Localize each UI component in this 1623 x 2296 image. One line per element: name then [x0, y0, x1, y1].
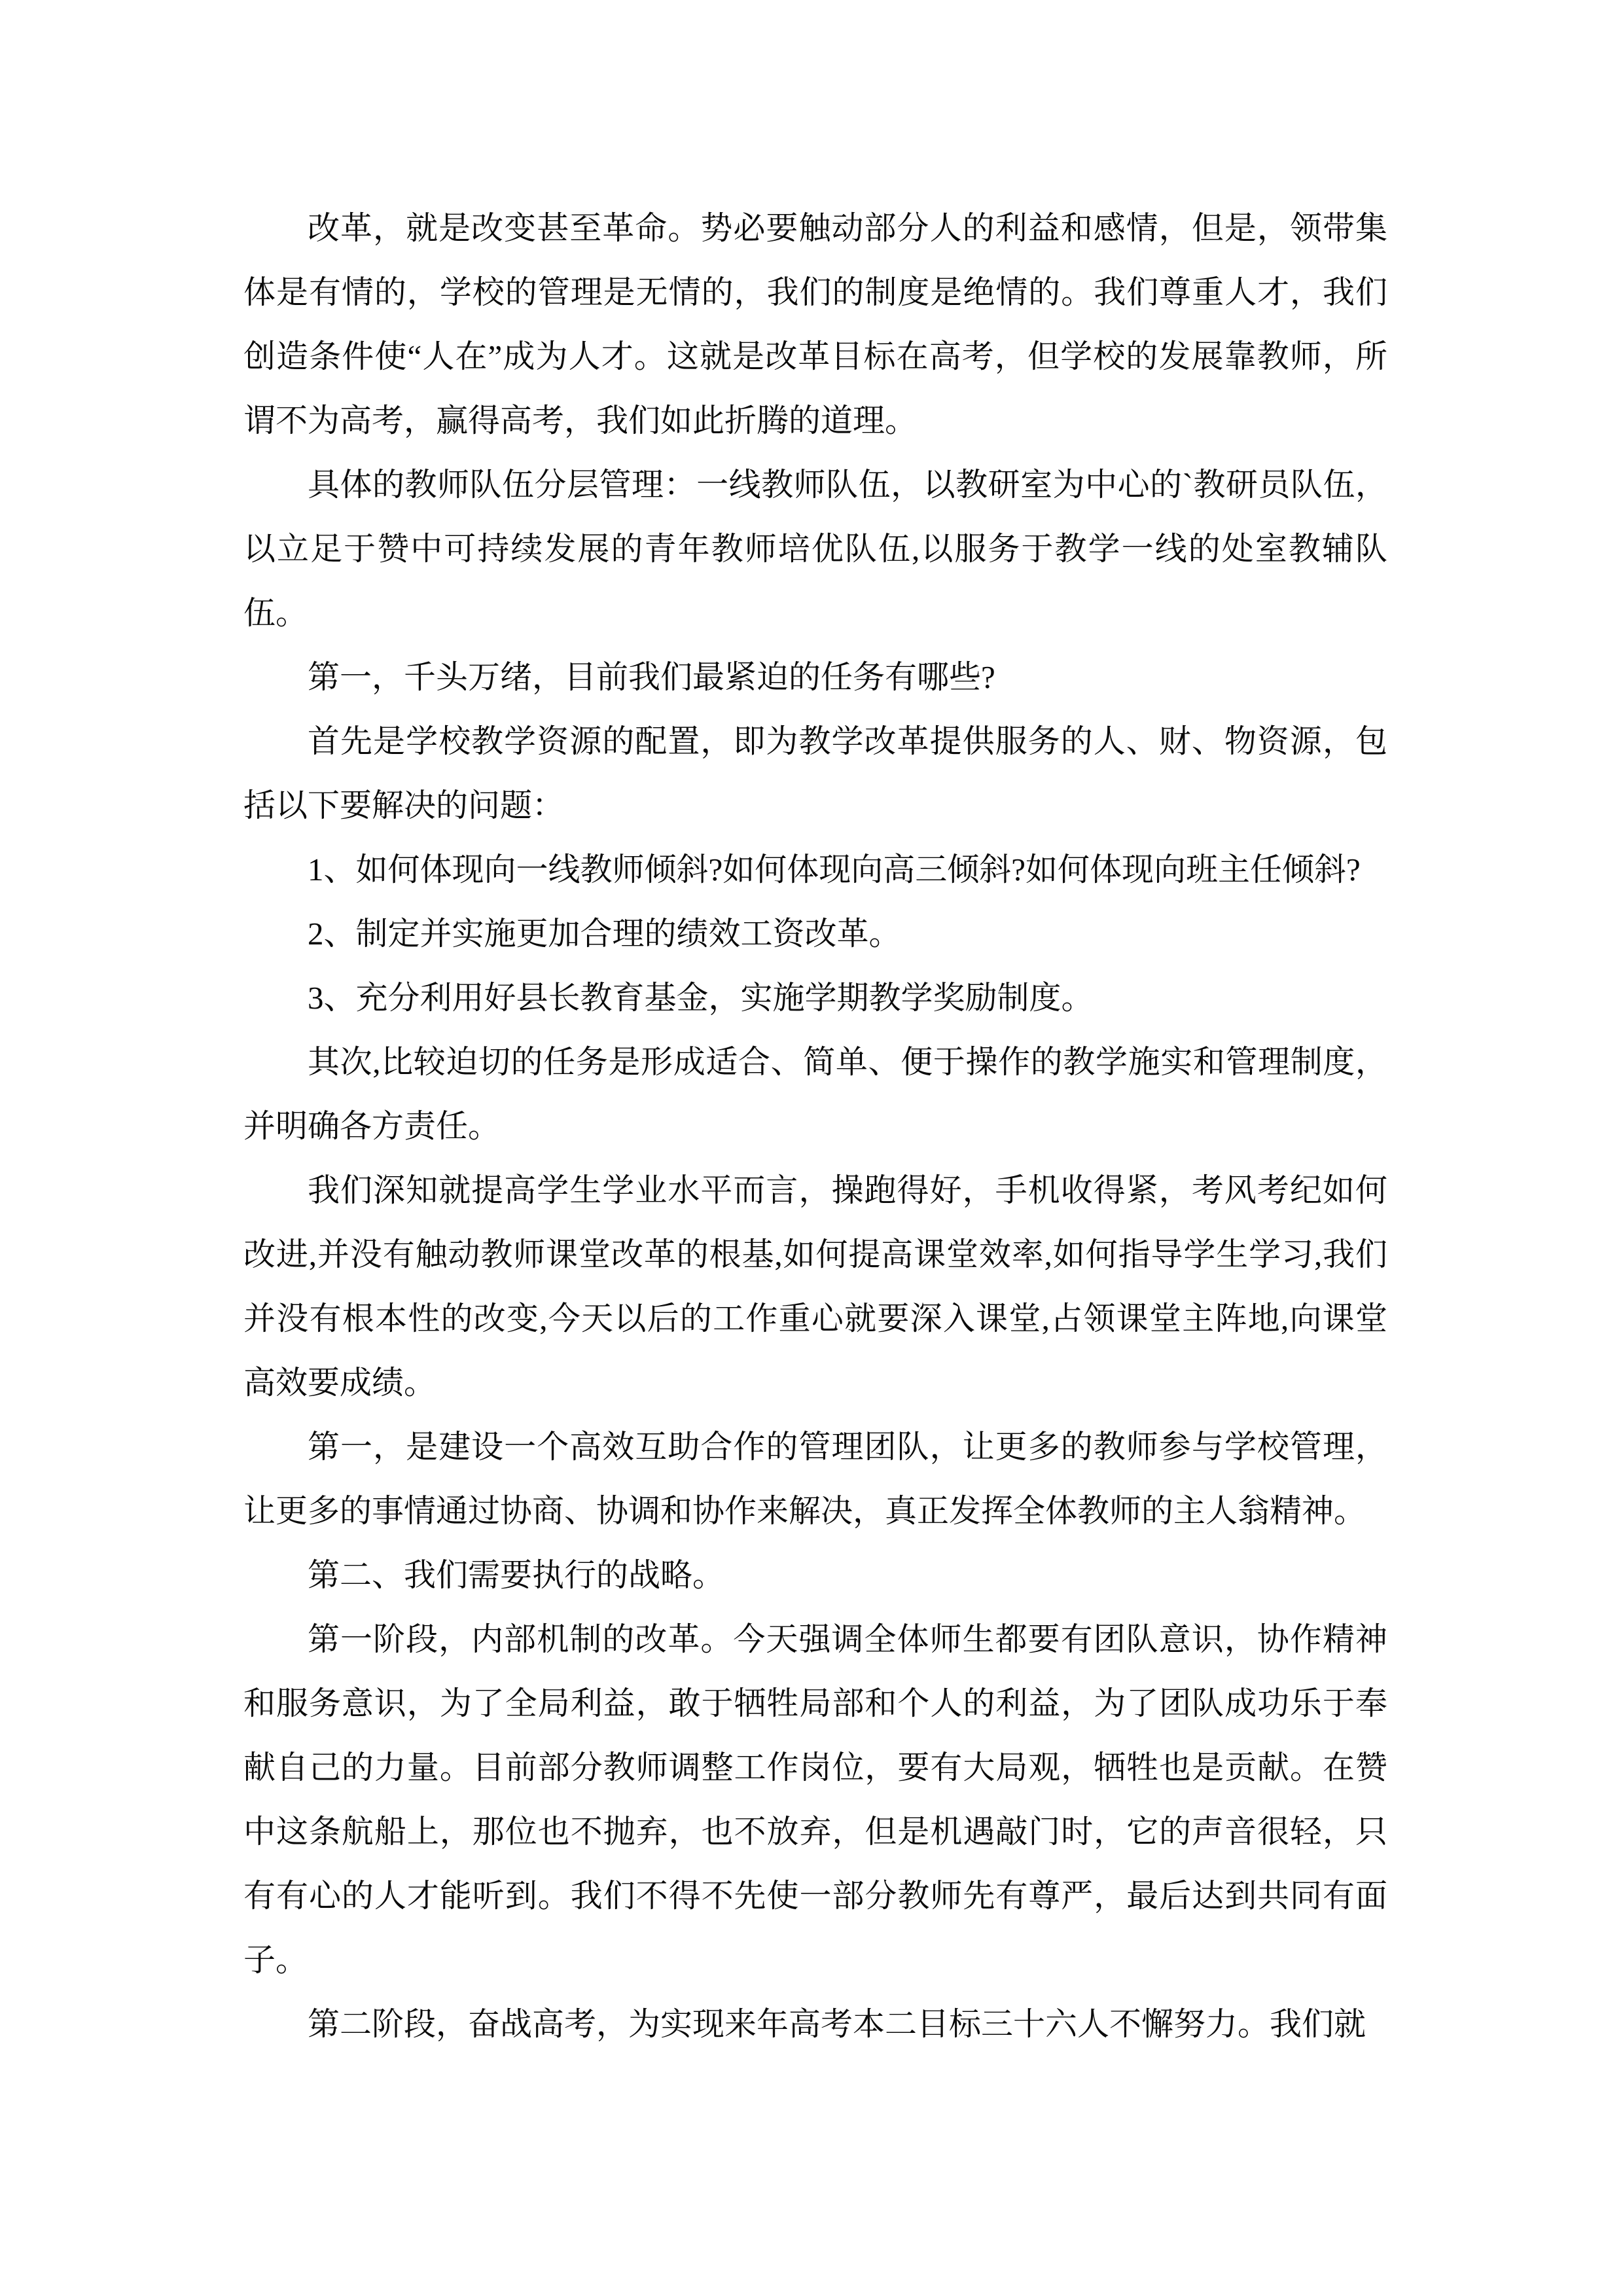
paragraph: 第一，千头万绪，目前我们最紧迫的任务有哪些? [308, 659, 995, 695]
paragraph: 第一，是建设一个高效互助合作的管理团队，让更多的教师参与学校管理，让更多的事情通过协商、协调和协作来解决，真正发挥全体教师的主人翁精神。 [243, 1429, 1387, 1529]
paragraph: 第二、我们需要执行的战略。 [308, 1557, 725, 1593]
paragraph: 第二阶段，奋战高考，为实现来年高考本二目标三十六人不懈努力。我们就 [308, 2006, 1366, 2042]
paragraph: 第一阶段，内部机制的改革。今天强调全体师生都要有团队意识，协作精神和服务意识，为了全局利益，敢于牺牲局部和个人的利益，为了团队成功乐于奉献自己的力量。目前部分教师调整工作岗位，要有大局观，牺牲也是贡献。在赞中这条航船上，那位也不抛弃，也不放弃，但是机遇敲门时，它的声音很轻，只有有心的人才能听到。我们不得不先使一部分教师先有尊严，最后达到共同有面子。 [243, 1621, 1387, 1978]
paragraph: 1、如何体现向一线教师倾斜?如何体现向高三倾斜?如何体现向班主任倾斜? [308, 852, 1361, 888]
paragraph: 具体的教师队伍分层管理：一线教师队伍，以教研室为中心的`教研员队伍，以立足于赞中可持续发展的青年教师培优队伍,以服务于教学一线的处室教辅队伍。 [243, 467, 1387, 631]
paragraph: 其次,比较迫切的任务是形成适合、简单、便于操作的教学施实和管理制度，并明确各方责任。 [243, 1044, 1387, 1144]
paragraph: 改革，就是改变甚至革命。势必要触动部分人的利益和感情，但是，领带集体是有情的，学校的管理是无情的，我们的制度是绝情的。我们尊重人才，我们创造条件使“人在”成为人才。这就是改革目标在高考，但学校的发展靠教师，所谓不为高考，赢得高考，我们如此折腾的道理。 [243, 210, 1387, 439]
paragraph: 首先是学校教学资源的配置，即为教学改革提供服务的人、财、物资源，包括以下要解决的问题： [243, 723, 1387, 823]
document-body [243, 196, 1387, 2056]
paragraph: 3、充分利用好县长教育基金，实施学期教学奖励制度。 [308, 980, 1094, 1016]
paragraph: 我们深知就提高学生学业水平而言，操跑得好，手机收得紧，考风考纪如何改进,并没有触动教师课堂改革的根基,如何提高课堂效率,如何指导学生学习,我们并没有根本性的改变,今天以后的工作重心就要深入课堂,占领课堂主阵地,向课堂高效要成绩。 [243, 1172, 1387, 1401]
paragraph: 2、制定并实施更加合理的绩效工资改革。 [308, 916, 901, 952]
